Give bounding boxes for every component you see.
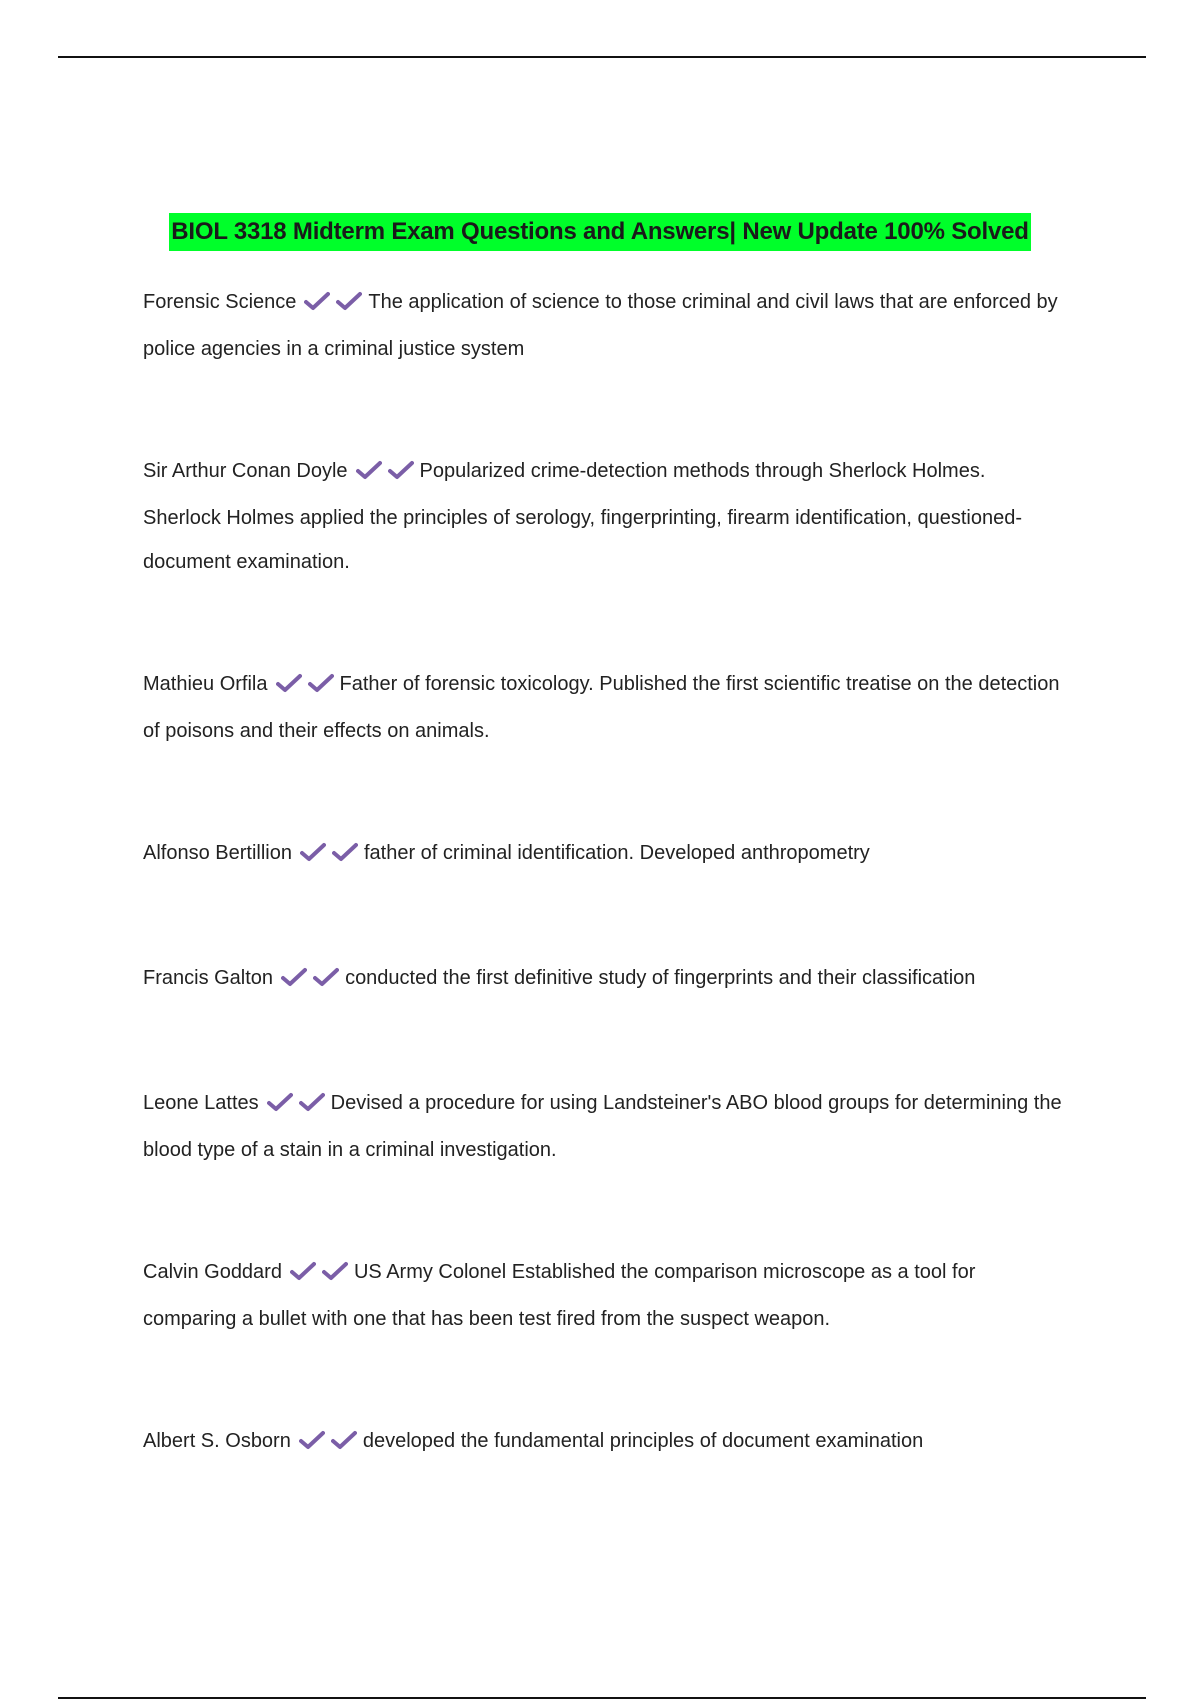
- checkmark-icon: [388, 460, 414, 480]
- header-rule: [58, 56, 1146, 58]
- double-check-marks: [299, 1422, 357, 1466]
- double-check-marks: [304, 283, 362, 327]
- qa-entry: [143, 831, 1063, 878]
- footer-rule: [58, 1697, 1146, 1699]
- qa-entry: [143, 1081, 1063, 1172]
- entry-definition: Popularized crime-detection methods through Sherlock Holmes. Sherlock Holmes applied the principles of serology, fingerprinting, firearm identification, questioned-document examination.: [143, 460, 1022, 573]
- checkmark-icon: [300, 842, 326, 862]
- entry-term: Sir Arthur Conan Doyle: [143, 460, 348, 482]
- qa-entry: [143, 662, 1063, 753]
- double-check-marks: [281, 959, 339, 1003]
- entry-definition: conducted the first definitive study of fingerprints and their classification: [345, 967, 976, 989]
- entry-definition: Devised a procedure for using Landsteiner's ABO blood groups for determining the blood type of a stain in a criminal investigation.: [143, 1092, 1062, 1161]
- entry-term: Mathieu Orfila: [143, 673, 268, 695]
- entry-term: Forensic Science: [143, 291, 297, 313]
- double-check-marks: [290, 1253, 348, 1297]
- entry-term: Calvin Goddard: [143, 1261, 282, 1283]
- title-block: [0, 213, 1200, 251]
- entry-definition: Father of forensic toxicology. Published the first scientific treatise on the detection of poisons and their effects on animals.: [143, 673, 1060, 742]
- checkmark-icon: [331, 1430, 357, 1450]
- checkmark-icon: [308, 673, 334, 693]
- entry-term: Leone Lattes: [143, 1092, 259, 1114]
- entry-definition: father of criminal identification. Developed anthropometry: [363, 842, 870, 864]
- checkmark-icon: [356, 460, 382, 480]
- qa-entry: [143, 1419, 1063, 1466]
- qa-entry: [143, 280, 1063, 371]
- checkmark-icon: [332, 842, 358, 862]
- qa-list: [143, 280, 1063, 1544]
- checkmark-icon: [299, 1430, 325, 1450]
- checkmark-icon: [322, 1261, 348, 1281]
- entry-definition: US Army Colonel Established the comparison microscope as a tool for comparing a bullet with one that has been test fired from the suspect weapon.: [143, 1261, 976, 1330]
- page-title: BIOL 3318 Midterm Exam Questions and Answers| New Update 100% Solved: [169, 213, 1030, 251]
- entry-term: Alfonso Bertillion: [143, 842, 292, 864]
- entry-definition: The application of science to those criminal and civil laws that are enforced by police agencies in a criminal justice system: [143, 291, 1058, 360]
- checkmark-icon: [281, 967, 307, 987]
- double-check-marks: [276, 665, 334, 709]
- checkmark-icon: [276, 673, 302, 693]
- double-check-marks: [356, 452, 414, 496]
- checkmark-icon: [304, 291, 330, 311]
- qa-entry: [143, 956, 1063, 1003]
- checkmark-icon: [299, 1092, 325, 1112]
- checkmark-icon: [267, 1092, 293, 1112]
- double-check-marks: [300, 834, 358, 878]
- entry-definition: developed the fundamental principles of document examination: [362, 1430, 924, 1452]
- qa-entry: [143, 449, 1063, 584]
- double-check-marks: [267, 1084, 325, 1128]
- entry-term: Francis Galton: [143, 967, 274, 989]
- checkmark-icon: [336, 291, 362, 311]
- qa-entry: [143, 1250, 1063, 1341]
- checkmark-icon: [313, 967, 339, 987]
- entry-term: Albert S. Osborn: [143, 1430, 291, 1452]
- checkmark-icon: [290, 1261, 316, 1281]
